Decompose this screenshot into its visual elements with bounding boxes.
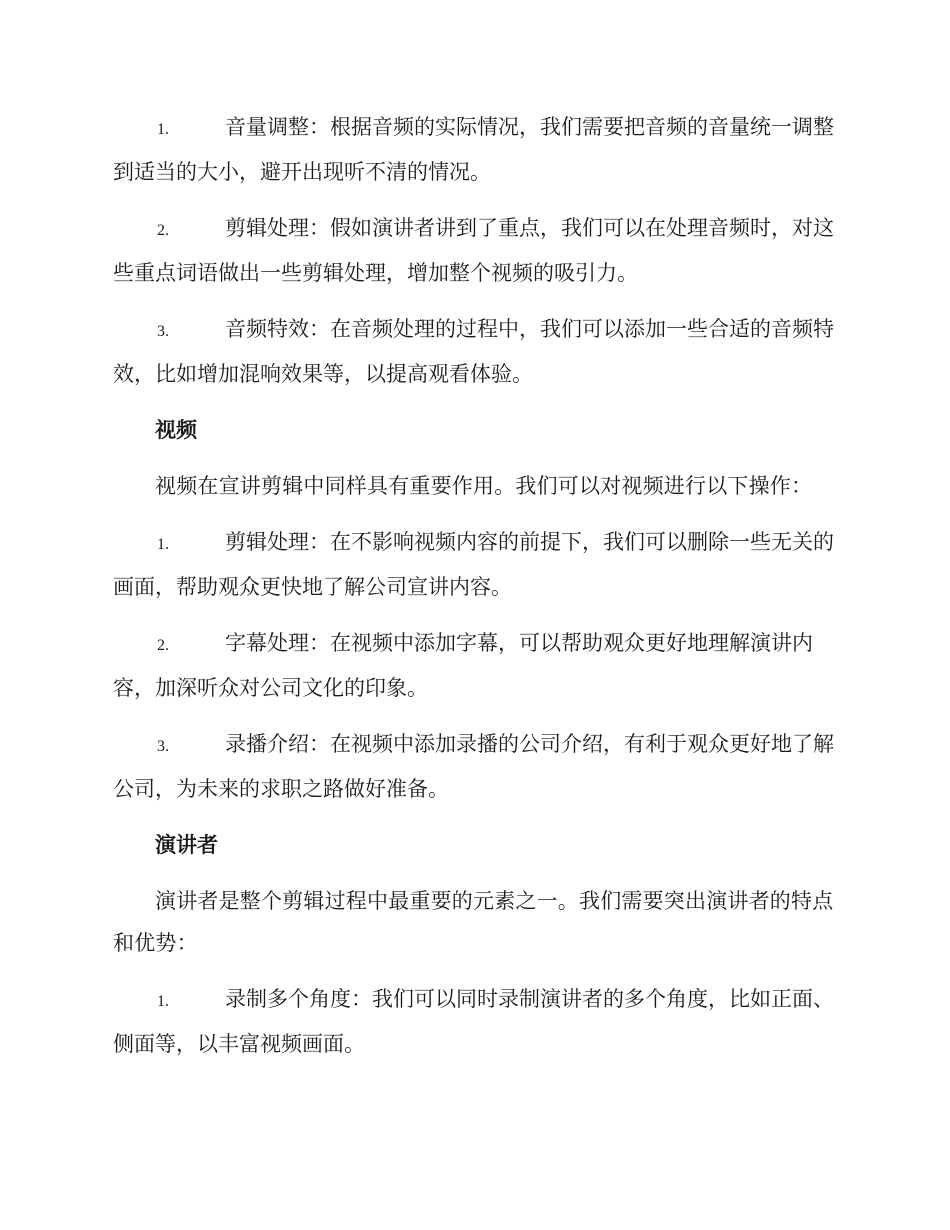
list-number: 2. xyxy=(157,637,169,654)
list-number: 3. xyxy=(157,738,169,755)
video-list-item-1 xyxy=(113,521,835,608)
document-page xyxy=(113,106,835,1079)
video-list-item-2 xyxy=(113,622,835,709)
audio-list-item-3 xyxy=(113,308,835,395)
list-text: 音频特效：在音频处理的过程中，我们可以添加一些合适的音频特效，比如增加混响效果等，以提高观看体验。 xyxy=(113,317,834,386)
list-text: 录播介绍：在视频中添加录播的公司介绍，有利于观众更好地了解公司，为未来的求职之路做好准备。 xyxy=(113,732,834,801)
speaker-list-item-1 xyxy=(113,978,835,1065)
speaker-heading: 演讲者 xyxy=(155,833,218,857)
list-number: 1. xyxy=(157,121,169,138)
list-number: 2. xyxy=(157,222,169,239)
video-list-item-3 xyxy=(113,723,835,810)
video-intro-paragraph: 视频在宣讲剪辑中同样具有重要作用。我们可以对视频进行以下操作： xyxy=(155,474,813,498)
list-text: 剪辑处理：假如演讲者讲到了重点，我们可以在处理音频时，对这些重点词语做出一些剪辑处理，增加整个视频的吸引力。 xyxy=(113,216,834,285)
list-text: 剪辑处理：在不影响视频内容的前提下，我们可以删除一些无关的画面，帮助观众更快地了解公司宣讲内容。 xyxy=(113,530,834,599)
list-text: 音量调整：根据音频的实际情况，我们需要把音频的音量统一调整到适当的大小，避开出现听不清的情况。 xyxy=(113,115,834,184)
list-number: 1. xyxy=(157,993,169,1010)
speaker-intro-paragraph: 演讲者是整个剪辑过程中最重要的元素之一。我们需要突出演讲者的特点和优势： xyxy=(113,889,834,955)
list-text: 字幕处理：在视频中添加字幕，可以帮助观众更好地理解演讲内容，加深听众对公司文化的印象。 xyxy=(113,631,813,700)
audio-list-item-1 xyxy=(113,106,835,193)
video-heading: 视频 xyxy=(155,418,197,442)
list-number: 3. xyxy=(157,323,169,340)
list-number: 1. xyxy=(157,536,169,553)
list-text: 录制多个角度：我们可以同时录制演讲者的多个角度，比如正面、侧面等，以丰富视频画面。 xyxy=(113,987,834,1056)
audio-list-item-2 xyxy=(113,207,835,294)
